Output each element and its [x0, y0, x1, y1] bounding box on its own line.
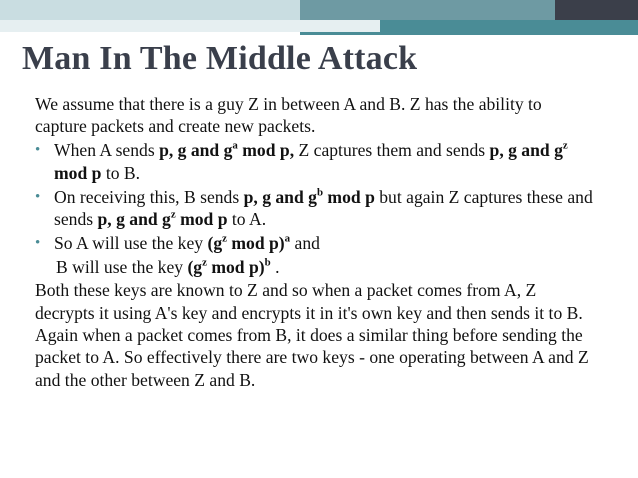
bullet-item-keys: • So A will use the key ($g^z$ mod p)$^a$ and — [35, 232, 320, 253]
slide-title: Man In The Middle Attack — [22, 40, 418, 77]
bullet-dot-icon: • — [35, 234, 41, 251]
bullet-dot-icon: • — [35, 142, 41, 159]
top-bar-pale — [0, 20, 380, 32]
slide-body — [35, 93, 595, 391]
bullet-dot-icon: • — [35, 188, 41, 205]
bullet-item-b-sends: • On receiving this, B sends p, g and $g^b$ mod p but again Z captures these and sends p, g and $g^z$ mod p to A. — [35, 186, 593, 230]
outro-paragraph: Both these keys are known to Z and so when a packet comes from A, Z decrypts it using A's key and encrypts it in it's own key and then sends it to B. Again when a packet comes from B, it does a similar thing before sending the packet to A. So effectively there are two keys - one operating between A and Z and the other between Z and B. — [35, 280, 589, 390]
bullet-item-a-sends: • When A sends p, g and $g^a$ mod p, Z captures them and sends p, g and $g^z$ mod p to B. — [35, 139, 568, 183]
top-bar-dark — [555, 0, 638, 20]
top-bar-teal — [380, 20, 638, 32]
b-key-line: B will use the key ($g^z$ mod p)$^b$ . — [56, 256, 280, 277]
top-bar-thin — [300, 32, 638, 35]
intro-paragraph: We assume that there is a guy Z in between A and B. Z has the ability to capture packets and create new packets. — [35, 94, 542, 137]
